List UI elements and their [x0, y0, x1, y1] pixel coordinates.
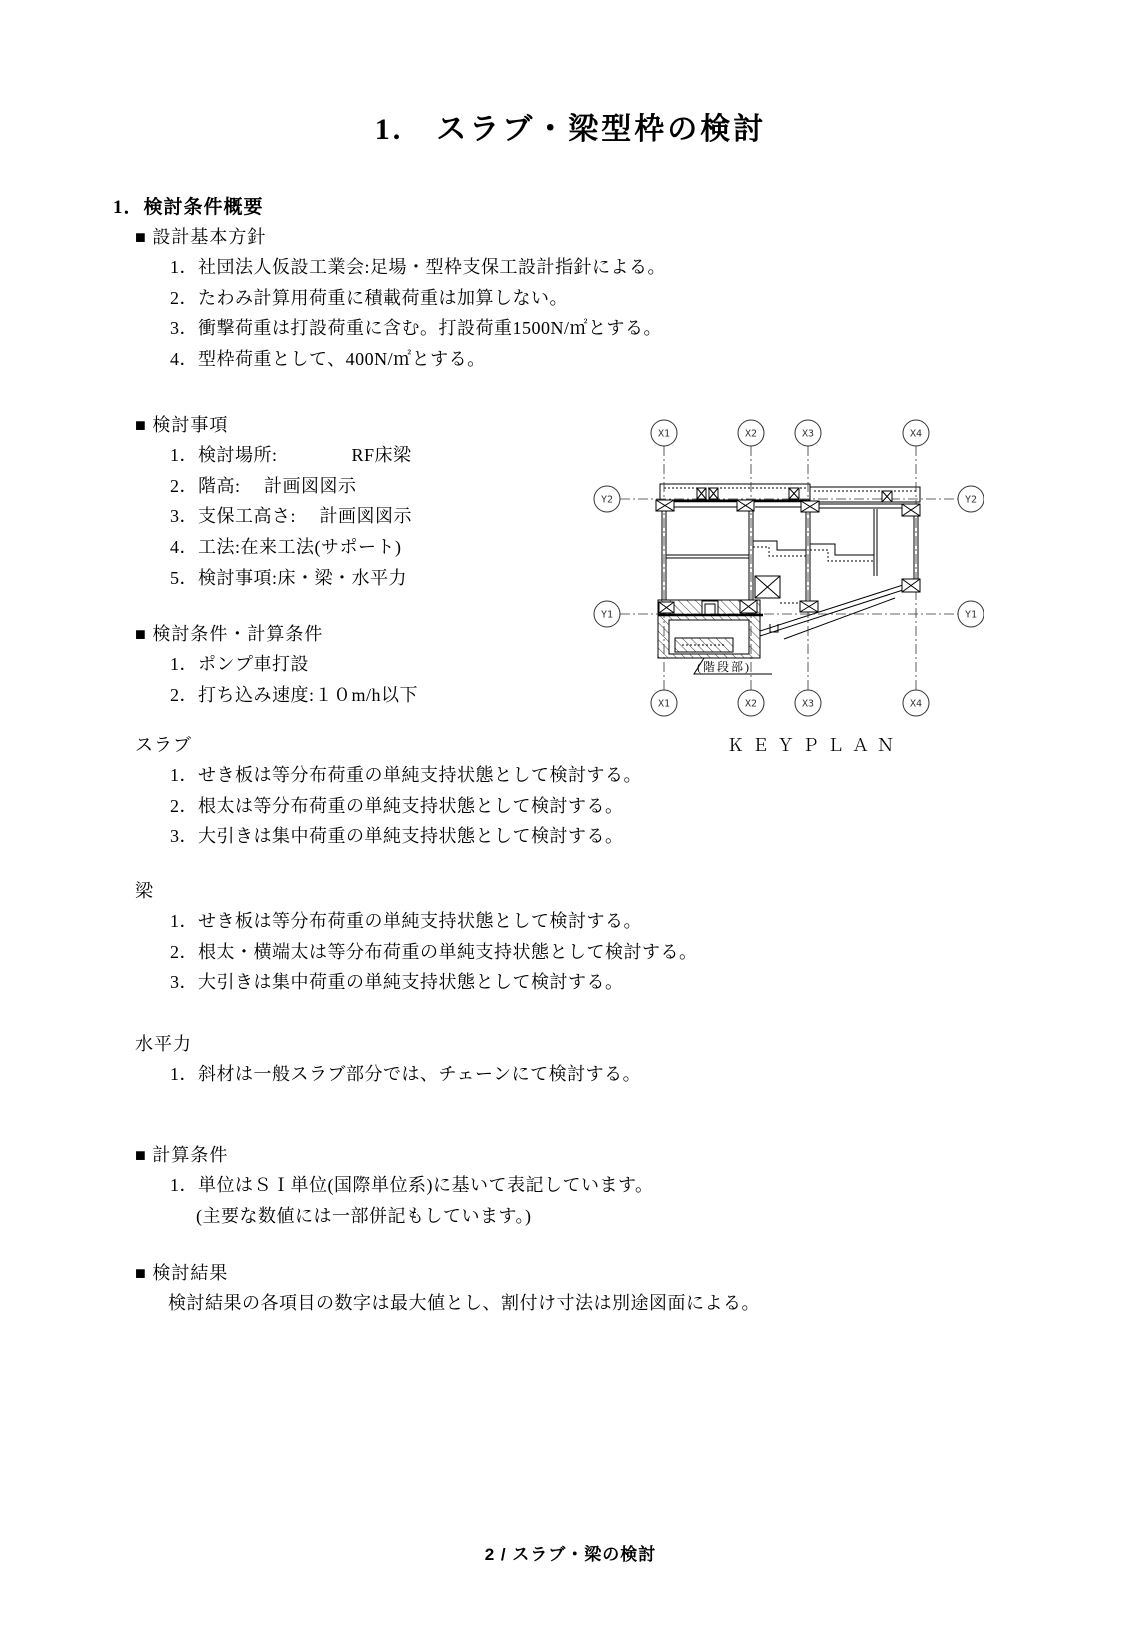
axis-label: Y1 — [600, 609, 614, 621]
axis-label: X4 — [909, 428, 923, 440]
list-item: 5．検討事項:床・梁・水平力 — [170, 567, 407, 588]
list-item: 4．工法:在来工法(サポート) — [170, 537, 402, 558]
list-item: (主要な数値には一部併記もしています。) — [196, 1205, 532, 1226]
list-item: 3．支保工高さ: 計画図図示 — [170, 506, 412, 527]
section-calc-conditions — [135, 1140, 654, 1231]
section-conditions — [135, 619, 418, 710]
page-title: 1. スラブ・梁型枠の検討 — [374, 113, 767, 146]
keyplan-caption: ＫＥＹＰＬＡＮ — [727, 736, 902, 755]
overview-heading: 1．検討条件概要 — [113, 197, 264, 218]
list-item: 3．大引きは集中荷重の単純支持状態として検討する。 — [170, 826, 624, 847]
list-item: 1．ポンプ車打設 — [170, 654, 309, 674]
axis-label: X3 — [801, 428, 815, 440]
section-results — [135, 1258, 760, 1319]
building-outline — [658, 484, 920, 658]
stair-label — [694, 658, 772, 674]
list-item: 1．単位はＳＩ単位(国際単位系)に基いて表記しています。 — [170, 1175, 654, 1195]
list-item: 4．型枠荷重として、400N/㎡とする。 — [170, 349, 486, 370]
section-heading: ■ 設計基本方針 — [135, 227, 267, 247]
axis-label: Y2 — [600, 494, 614, 506]
axis-circles — [594, 420, 984, 716]
section-slab — [135, 730, 642, 852]
section-horizontal-force — [135, 1029, 641, 1090]
list-item: 2．たわみ計算用荷重に積載荷重は加算しない。 — [170, 287, 568, 308]
section-beam — [135, 876, 698, 998]
axis-label: X1 — [657, 698, 671, 710]
section-heading: ■ 検討結果 — [135, 1263, 229, 1283]
section-design-policy — [135, 222, 666, 375]
list-item: 2．根太・横端太は等分布荷重の単純支持状態として検討する。 — [170, 941, 698, 962]
axis-label: X2 — [744, 428, 758, 440]
axis-label: X2 — [744, 698, 758, 710]
list-item: 1．せき板は等分布荷重の単純支持状態として検討する。 — [170, 765, 642, 785]
section-heading: ■ 検討事項 — [135, 415, 229, 435]
list-item: 1．せき板は等分布荷重の単純支持状態として検討する。 — [170, 911, 642, 931]
list-item: 3．大引きは集中荷重の単純支持状態として検討する。 — [170, 972, 624, 993]
list-item: 2．打ち込み速度:１０m/h以下 — [170, 684, 419, 705]
list-item: 1．社団法人仮設工業会:足場・型枠支保工設計指針による。 — [170, 257, 666, 277]
keyplan-drawing — [552, 398, 984, 718]
section-heading: 水平力 — [135, 1034, 192, 1054]
list-item: 3．衝撃荷重は打設荷重に含む。打設荷重1500N/㎡とする。 — [170, 318, 662, 339]
section-heading: ■ 計算条件 — [135, 1145, 229, 1165]
list-item: 2．根太は等分布荷重の単純支持状態として検討する。 — [170, 795, 624, 816]
list-item: 1．斜材は一般スラブ部分では、チェーンにて検討する。 — [170, 1064, 642, 1084]
section-review-items — [135, 410, 412, 594]
axis-label: X4 — [909, 698, 923, 710]
axis-label: X1 — [657, 428, 671, 440]
section-heading: ■ 検討条件・計算条件 — [135, 624, 324, 644]
axis-label: X3 — [801, 698, 815, 710]
results-body: 検討結果の各項目の数字は最大値とし、割付け寸法は別途図面による。 — [168, 1293, 760, 1313]
axis-label: Y2 — [964, 494, 978, 506]
list-item: 2．階高: 計画図図示 — [170, 475, 357, 496]
section-heading: 梁 — [135, 881, 154, 901]
stair-label-text: (階段部) — [697, 660, 751, 674]
list-item: 1．検討場所: RF床梁 — [170, 445, 412, 465]
section-heading: スラブ — [135, 735, 192, 755]
page-footer: 2 / スラブ・梁の検討 — [484, 1545, 657, 1564]
axis-label: Y1 — [964, 609, 978, 621]
